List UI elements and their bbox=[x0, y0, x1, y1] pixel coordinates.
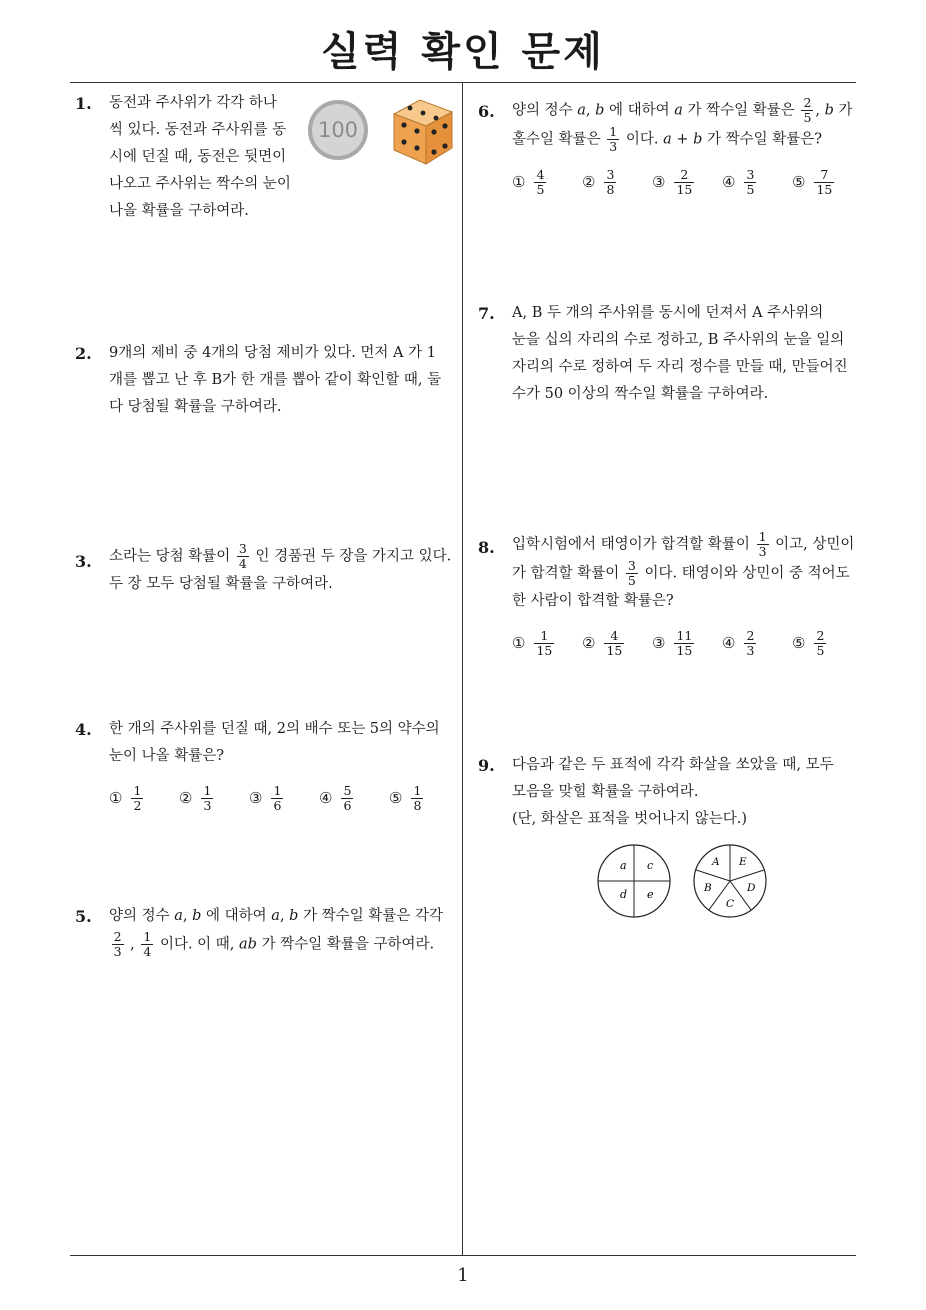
question-text-line: (단, 화살은 표적을 벗어나지 않는다.) bbox=[512, 811, 748, 827]
question-2 bbox=[75, 340, 460, 421]
question-text-line: 다음과 같은 두 표적에 각각 화살을 쏘았을 때, 모두 bbox=[512, 757, 834, 773]
target2-label: C bbox=[726, 898, 735, 910]
question-text-line: 한 개의 주사위를 던질 때, 2의 배수 또는 5의 약수의 bbox=[109, 721, 440, 737]
choice-3[interactable]: ③ $\frac{2}{15}$ bbox=[652, 167, 693, 197]
question-text-line: 눈을 십의 자리의 수로 정하고, B 주사위의 눈을 일의 bbox=[512, 332, 845, 348]
question-6 bbox=[478, 96, 863, 197]
question-number: 3. bbox=[75, 552, 92, 571]
question-text-line: 개를 뽑고 난 후 B가 한 개를 뽑아 같이 확인할 때, 둘 bbox=[109, 372, 442, 388]
question-text-line: 홀수일 확률은 $\frac{1}{3}$ 이다. a + b 가 짝수일 확률은? bbox=[512, 124, 823, 154]
choice-4[interactable]: ④ $\frac{3}{5}$ bbox=[722, 167, 755, 197]
choice-5[interactable]: ⑤ $\frac{7}{15}$ bbox=[792, 167, 833, 197]
target2-label: E bbox=[739, 856, 747, 868]
choice-1[interactable]: ① $\frac{1}{2}$ bbox=[109, 783, 142, 813]
choice-1[interactable]: ① $\frac{1}{15}$ bbox=[512, 628, 553, 658]
question-4 bbox=[75, 716, 460, 813]
question-number: 8. bbox=[478, 538, 495, 557]
choice-1[interactable]: ① $\frac{4}{5}$ bbox=[512, 167, 545, 197]
target2-label: D bbox=[747, 882, 756, 894]
question-text-line: 수가 50 이상의 짝수일 확률을 구하여라. bbox=[512, 386, 769, 402]
target1-label: d bbox=[620, 888, 628, 901]
column-divider bbox=[462, 82, 463, 1255]
target-diagrams bbox=[595, 843, 775, 921]
choice-4[interactable]: ④ $\frac{2}{3}$ bbox=[722, 628, 755, 658]
question-text-line: 다 당첨될 확률을 구하여라. bbox=[109, 399, 282, 415]
question-number: 5. bbox=[75, 907, 92, 926]
bottom-divider bbox=[70, 1255, 856, 1256]
target1-label: c bbox=[647, 859, 654, 872]
fraction: $\frac{2}{5}$ bbox=[803, 95, 812, 125]
choice-2[interactable]: ② $\frac{4}{15}$ bbox=[582, 628, 623, 658]
question-text-line: $\frac{2}{3}$ , $\frac{1}{4}$ 이다. 이 때, ab 가 짝수일 확률을 구하여라. bbox=[113, 929, 435, 959]
question-text-line: 모음을 맞힐 확률을 구하여라. bbox=[512, 784, 699, 800]
choice-2[interactable]: ② $\frac{3}{8}$ bbox=[582, 167, 615, 197]
fraction: $\frac{1}{3}$ bbox=[758, 529, 767, 559]
question-text-line: 씩 있다. 동전과 주사위를 동 bbox=[109, 122, 287, 138]
target2-label: B bbox=[704, 882, 712, 894]
question-text-line: A, B 두 개의 주사위를 동시에 던져서 A 주사위의 bbox=[512, 305, 824, 321]
question-text-line: 입학시험에서 태영이가 합격할 확률이 $\frac{1}{3}$ 이고, 상민이 bbox=[512, 529, 855, 559]
question-number: 7. bbox=[478, 304, 495, 323]
page-title: 실력 확인 문제 bbox=[321, 29, 605, 75]
question-text-line: 나올 확률을 구하여라. bbox=[109, 203, 249, 219]
question-text-line: 양의 정수 a, b 에 대하여 a 가 짝수일 확률은 $\frac{2}{5}$ , b 가 bbox=[512, 95, 853, 125]
choice-2[interactable]: ② $\frac{1}{3}$ bbox=[179, 783, 212, 813]
coin-label: 100 bbox=[317, 118, 359, 142]
choice-3[interactable]: ③ $\frac{1}{6}$ bbox=[249, 783, 282, 813]
fraction: $\frac{3}{5}$ bbox=[627, 558, 636, 588]
question-text-line: 나오고 주사위는 짝수의 눈이 bbox=[109, 176, 291, 192]
fraction: $\frac{1}{3}$ bbox=[609, 124, 618, 154]
question-number: 9. bbox=[478, 756, 495, 775]
question-7 bbox=[478, 300, 863, 408]
question-text-line: 시에 던질 때, 동전은 뒷면이 bbox=[109, 149, 287, 165]
question-text-line: 한 사람이 합격할 확률은? bbox=[512, 593, 674, 609]
coin-image bbox=[308, 100, 368, 160]
question-text-line: 두 장 모두 당첨될 확률을 구하여라. bbox=[109, 576, 333, 592]
question-number: 1. bbox=[75, 94, 92, 113]
question-5 bbox=[75, 903, 460, 959]
target1-label: a bbox=[620, 859, 627, 872]
choice-5[interactable]: ⑤ $\frac{2}{5}$ bbox=[792, 628, 825, 658]
question-text-line: 자리의 수로 정하여 두 자리 정수를 만들 때, 만들어진 bbox=[512, 359, 848, 375]
question-9 bbox=[478, 752, 863, 833]
answer-choices bbox=[109, 784, 460, 813]
fraction: $\frac{3}{4}$ bbox=[238, 541, 247, 571]
top-divider bbox=[70, 82, 856, 83]
answer-choices bbox=[512, 629, 863, 658]
answer-choices bbox=[512, 168, 863, 197]
question-text-line: 소라는 당첨 확률이 $\frac{3}{4}$ 인 경품권 두 장을 가지고 있다. bbox=[109, 541, 452, 571]
question-3 bbox=[75, 542, 460, 598]
page-number: 1 bbox=[457, 1265, 469, 1286]
question-number: 4. bbox=[75, 720, 92, 739]
question-text-line: 양의 정수 a, b 에 대하여 a, b 가 짝수일 확률은 각각 bbox=[109, 908, 443, 924]
fraction: $\frac{2}{3}$ bbox=[113, 929, 122, 959]
dice-image bbox=[390, 96, 456, 168]
question-text-line: 가 합격할 확률이 $\frac{3}{5}$ 이다. 태영이와 상민이 중 적어도 bbox=[512, 558, 850, 588]
target-four-sections bbox=[598, 845, 670, 917]
question-text-line: 동전과 주사위가 각각 하나 bbox=[109, 95, 277, 111]
question-8 bbox=[478, 530, 863, 658]
question-text-line: 9개의 제비 중 4개의 당첨 제비가 있다. 먼저 A 가 1 bbox=[109, 345, 436, 361]
choice-3[interactable]: ③ $\frac{11}{15}$ bbox=[652, 628, 693, 658]
fraction: $\frac{1}{4}$ bbox=[143, 929, 152, 959]
question-number: 2. bbox=[75, 344, 92, 363]
question-text-line: 눈이 나올 확률은? bbox=[109, 748, 225, 764]
choice-5[interactable]: ⑤ $\frac{1}{8}$ bbox=[389, 783, 422, 813]
target2-label: A bbox=[712, 856, 720, 868]
target1-label: e bbox=[647, 888, 654, 901]
question-number: 6. bbox=[478, 102, 495, 121]
choice-4[interactable]: ④ $\frac{5}{6}$ bbox=[319, 783, 352, 813]
target-five-sections bbox=[694, 845, 766, 917]
